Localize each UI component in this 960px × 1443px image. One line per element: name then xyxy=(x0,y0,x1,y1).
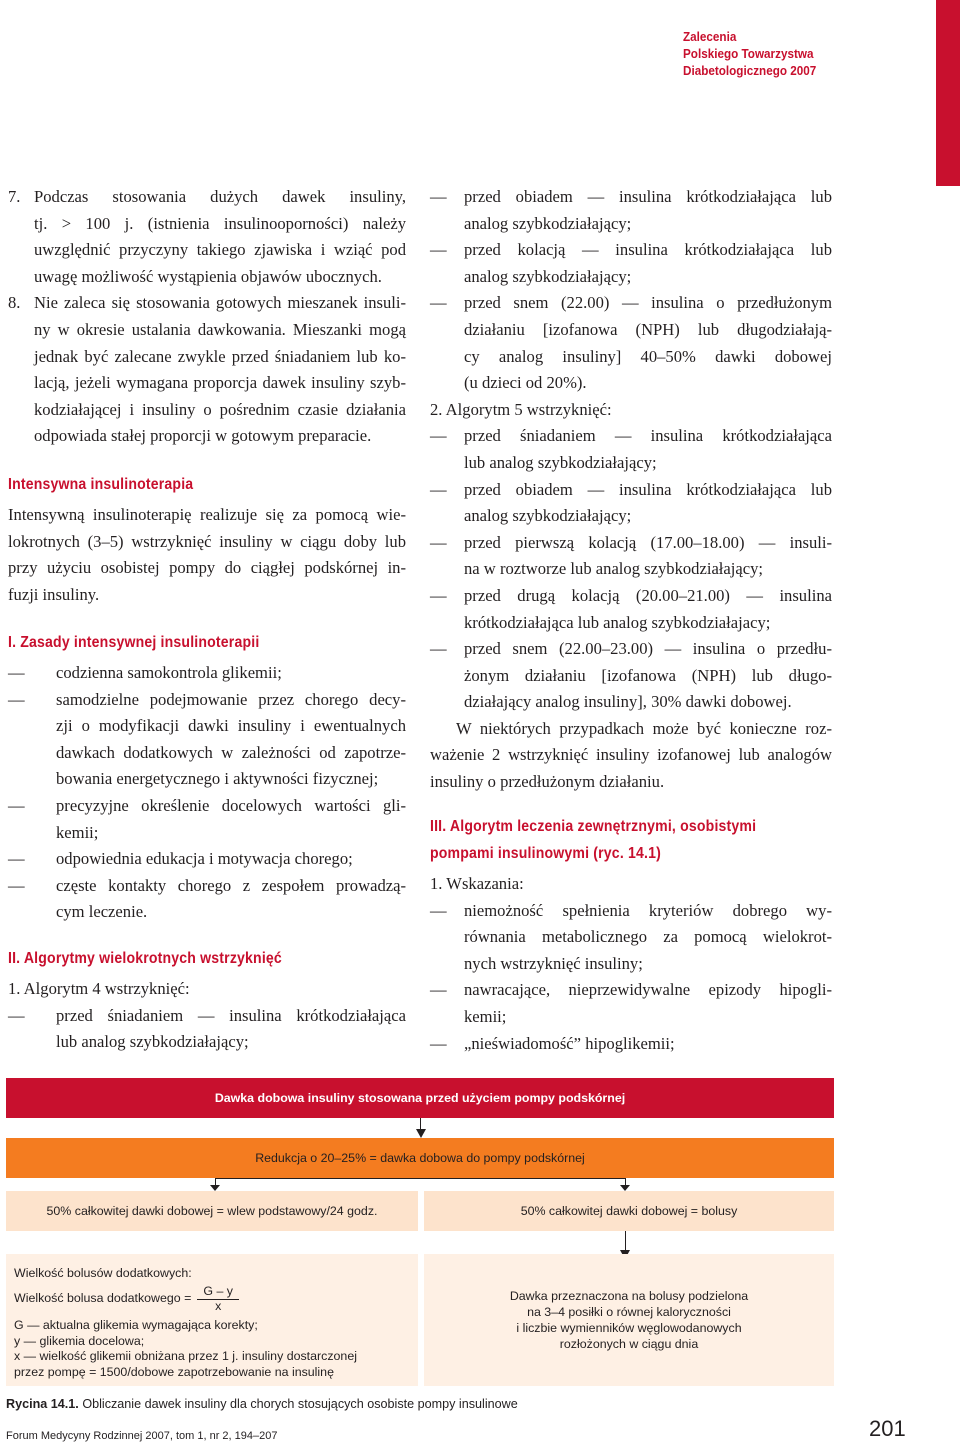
heading-algorytm-pompy-1: III. Algorytm leczenia zewnętrznymi, osobistymi xyxy=(430,818,757,835)
bolus-split-line-4: rozłożonych w ciągu dnia xyxy=(559,1337,699,1351)
list-item: — precyzyjne określenie docelowych wartości gli- kemii; xyxy=(8,795,406,842)
formula-label: Wielkość bolusa dodatkowego = xyxy=(14,1290,192,1305)
list-item-2: 2. Algorytm 5 wstrzyknięć: xyxy=(430,399,612,419)
list-item: — odpowiednia edukacja i motywacja chorego; xyxy=(8,849,353,869)
flow-box-basal: 50% całkowitej dawki dobowej = wlew podstawowy/24 godz. xyxy=(6,1191,418,1231)
extra-bolus-title: Wielkość bolusów dodatkowych: xyxy=(14,1266,192,1280)
definition-y: y — glikemia docelowa; xyxy=(14,1333,145,1348)
list-item: — przed obiadem — insulina krótkodziałająca lub analog szybkodziałający; xyxy=(430,479,832,526)
algorytmy-list: 1. Algorytm 4 wstrzyknięć: — przed śniadaniem — insulina krótkodziałająca lub analog szybkodziałający; xyxy=(8,979,406,1052)
definition-g: G — aktualna glikemia wymagająca korekty; xyxy=(14,1317,258,1332)
left-column xyxy=(8,184,406,450)
list-item: — niemożność spełnienia kryteriów dobrego wy- równania metabolicznego za pomocą wielokrot- nych wstrzyknięć insuliny; xyxy=(430,900,832,973)
formula-denominator: x xyxy=(215,1298,222,1313)
figure-caption xyxy=(6,1397,518,1411)
connector-line xyxy=(215,1178,625,1179)
journal-footer: Forum Medycyny Rodzinnej 2007, tom 1, nr 2, 194–207 xyxy=(6,1430,278,1442)
header-line-3: Diabetologicznego 2007 xyxy=(683,63,817,78)
page-number: 201 xyxy=(869,1416,906,1441)
list-item: — przed kolacją — insulina krótkodziałająca lub analog szybkodziałający; xyxy=(430,240,832,286)
heading-algorytm-pompy-2: pompami insulinowymi (ryc. 14.1) xyxy=(430,845,661,862)
bolus-formula xyxy=(14,1284,412,1314)
caption-label: Rycina 14.1. xyxy=(6,1397,79,1411)
list-item: — przed snem (22.00) — insulina o przedłużonym działaniu [izofanowa (NPH) lub długodziałają- cy analog insuliny] 40–50% dawki dobowej (u dzieci od 20%). xyxy=(430,293,832,393)
list-item-8: 8. Nie zaleca się stosowania gotowych mieszanek insuli- ny w okresie ustalania dawkowania. Mieszanki mogą jednak być zalecane zwykle przed śniadaniem lub ko- lacją, jeżeli wymagana proporcja dawek insuliny szyb- kodziałającej i insuliny o pośrednim czasie działania odpowiada stałej proporcji w gotowym preparacie. xyxy=(8,293,406,446)
right-column xyxy=(430,184,832,796)
flow-box-daily-dose: Dawka dobowa insuliny stosowana przed użyciem pompy podskórnej xyxy=(6,1078,834,1118)
bolus-split-line-2: na 3–4 posiłki o równej kaloryczności xyxy=(527,1305,731,1319)
definition-x: x — wielkość glikemii obniżana przez 1 j. insuliny dostarczonej xyxy=(14,1349,357,1364)
flow-box-bolus: 50% całkowitej dawki dobowej = bolusy xyxy=(424,1191,834,1231)
definition-x-cont: przez pompę = 1500/dobowe zapotrzebowanie na insulinę xyxy=(14,1365,334,1380)
formula-fraction xyxy=(197,1285,239,1313)
red-sidebar-band xyxy=(936,0,960,186)
arrow-down-icon xyxy=(416,1129,426,1138)
list-item: — przed pierwszą kolacją (17.00–18.00) — insuli- na w roztworze lub analog szybkodziałający; xyxy=(430,532,832,579)
zasady-list xyxy=(8,660,406,926)
header-line-2: Polskiego Towarzystwa xyxy=(683,46,814,61)
list-item: — nawracające, nieprzewidywalne epizody hipogli- kemii; xyxy=(430,980,832,1026)
paragraph: W niektórych przypadkach może być konieczne roz- ważenie 2 wstrzyknięć insuliny izofanowej lub analogów insuliny o przedłużonym działaniu. xyxy=(430,718,832,792)
bolus-split-line-3: i liczbie wymienników węglowodanowych xyxy=(516,1321,742,1335)
formula-numerator: G – y xyxy=(197,1285,239,1300)
header-line-1: Zalecenia xyxy=(683,29,737,44)
list-item-7: 7. Podczas stosowania dużych dawek insuliny, tj. > 100 j. (istnienia insulinooporności) należy uwzględnić przyczyny takiego zjawiska i wziąć pod uwagę możliwość wystąpienia objawów ubocznych. xyxy=(8,187,406,286)
heading-intensywna: Intensywna insulinoterapia xyxy=(8,476,194,493)
list-item: — przed śniadaniem — insulina krótkodziałająca lub analog szybkodziałający; xyxy=(430,426,832,472)
bolus-split-line-1: Dawka przeznaczona na bolusy podzielona xyxy=(509,1289,749,1303)
wskazania-list: 1. Wskazania: — niemożność spełnienia kryteriów dobrego wy- równania metabolicznego za pomocą wielokrot- nych wstrzyknięć insuliny; — nawracające, nieprzewidywalne epizody hipogli- kemii; — „nieświadomość” hipoglikemii; xyxy=(430,871,832,1057)
flow-box-bolus-split xyxy=(424,1254,834,1386)
caption-text: Obliczanie dawek insuliny dla chorych stosujących osobiste pompy insulinowe xyxy=(82,1397,518,1411)
list-item: — samodzielne podejmowanie przez chorego decy- zji o modyfikacji dawki insuliny i ewentualnych dawkach dodatkowych w zależności od zapotrze- bowania energetycznego i aktywności fizycznej; xyxy=(8,689,406,789)
flow-box-reduction: Redukcja o 20–25% = dawka dobowa do pompy podskórnej xyxy=(6,1138,834,1178)
connector-line xyxy=(625,1231,626,1251)
list-item: — codzienna samokontrola glikemii; xyxy=(8,663,282,682)
list-item: — przed snem (22.00–23.00) — insulina o przedłu- żonym działaniu [izofanowa (NPH) lub długo- działający analog insuliny], 30% dawki dobowej. xyxy=(430,639,832,712)
heading-algorytmy: II. Algorytmy wielokrotnych wstrzyknięć xyxy=(8,950,282,967)
flow-box-extra-bolus xyxy=(6,1254,418,1386)
list-item: — częste kontakty chorego z zespołem prowadzą- cym leczenie. xyxy=(8,875,406,922)
list-item: — przed obiadem — insulina krótkodziałająca lub analog szybkodziałający; xyxy=(430,187,832,233)
list-item: — przed drugą kolacją (20.00–21.00) — insulina krótkodziałająca lub analog szybkodziałajacy; xyxy=(430,585,832,632)
list-item: — „nieświadomość” hipoglikemii; xyxy=(430,1033,675,1053)
running-header xyxy=(683,28,899,79)
intensywna-paragraph: Intensywną insulinoterapię realizuje się za pomocą wie- lokrotnych (3–5) wstrzyknięć insuliny w ciągu doby lub przy użyciu osobistej pompy do ciągłej podskórnej in- fuzji insuliny. xyxy=(8,505,406,604)
heading-zasady: I. Zasady intensywnej insulinoterapii xyxy=(8,634,260,651)
